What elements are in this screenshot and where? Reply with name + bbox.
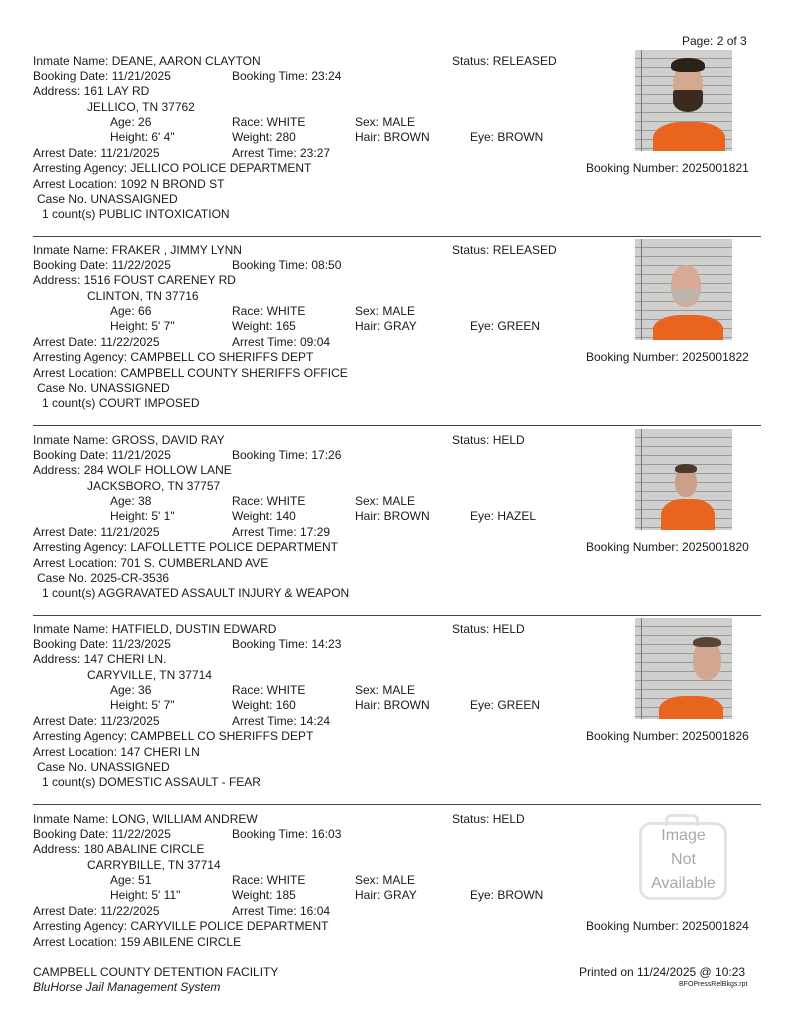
height: Height: 5' 1" [110, 509, 175, 523]
arrest-date: Arrest Date: 11/22/2025 [33, 904, 160, 918]
arrest-date: Arrest Date: 11/22/2025 [33, 335, 160, 349]
charge: 1 count(s) AGGRAVATED ASSAULT INJURY & WEAPON [42, 586, 350, 600]
status: Status: HELD [452, 433, 525, 447]
case-number: Case No. UNASSIGNED [37, 760, 170, 774]
arresting-agency: Arresting Agency: LAFOLLETTE POLICE DEPARTMENT [33, 540, 338, 554]
race: Race: WHITE [232, 494, 306, 508]
address-line: Address: 161 LAY RD [33, 84, 150, 98]
race: Race: WHITE [232, 873, 306, 887]
arrest-location: Arrest Location: 701 S. CUMBERLAND AVE [33, 556, 269, 570]
hair: Hair: BROWN [355, 698, 430, 712]
booking-number: Booking Number: 2025001826 [586, 729, 749, 743]
arrest-date: Arrest Date: 11/21/2025 [33, 146, 160, 160]
record-divider [33, 804, 761, 805]
arresting-agency: Arresting Agency: CAMPBELL CO SHERIFFS DEPT [33, 350, 314, 364]
sex: Sex: MALE [355, 494, 416, 508]
arrest-date: Arrest Date: 11/23/2025 [33, 714, 160, 728]
status: Status: HELD [452, 812, 525, 826]
booking-time: Booking Time: 16:03 [232, 827, 342, 841]
age: Age: 26 [110, 115, 152, 129]
weight: Weight: 140 [232, 509, 296, 523]
sex: Sex: MALE [355, 683, 416, 697]
case-number: Case No. 2025-CR-3536 [37, 571, 170, 585]
inmate-name: Inmate Name: HATFIELD, DUSTIN EDWARD [33, 622, 277, 636]
race: Race: WHITE [232, 304, 306, 318]
status: Status: RELEASED [452, 54, 557, 68]
booking-number: Booking Number: 2025001820 [586, 540, 749, 554]
booking-number: Booking Number: 2025001821 [586, 161, 749, 175]
mugshot-photo [635, 429, 732, 530]
height: Height: 5' 11" [110, 888, 181, 902]
arrest-date: Arrest Date: 11/21/2025 [33, 525, 160, 539]
hair: Hair: BROWN [355, 509, 430, 523]
no-image-text: Image [661, 827, 706, 844]
inmate-name: Inmate Name: LONG, WILLIAM ANDREW [33, 812, 258, 826]
hair: Hair: GRAY [355, 888, 417, 902]
race: Race: WHITE [232, 683, 306, 697]
charge: 1 count(s) COURT IMPOSED [42, 396, 200, 410]
record-divider [33, 615, 761, 616]
inmate-record [33, 433, 761, 623]
page-number: Page: 2 of 3 [682, 34, 747, 48]
booking-date: Booking Date: 11/22/2025 [33, 258, 171, 272]
inmate-record [33, 54, 761, 244]
system-name: BluHorse Jail Management System [33, 980, 221, 994]
sex: Sex: MALE [355, 873, 416, 887]
inmate-record [33, 622, 761, 812]
weight: Weight: 160 [232, 698, 296, 712]
address-line: Address: 1516 FOUST CARENEY RD [33, 273, 236, 287]
arrest-location: Arrest Location: 1092 N BROND ST [33, 177, 225, 191]
eye: Eye: BROWN [470, 888, 544, 902]
sex: Sex: MALE [355, 115, 416, 129]
height: Height: 5' 7" [110, 319, 175, 333]
mugshot-photo [635, 618, 732, 719]
booking-date: Booking Date: 11/23/2025 [33, 637, 171, 651]
record-divider [33, 236, 761, 237]
image-not-available-placeholder [635, 808, 732, 909]
inmate-record [33, 812, 761, 952]
weight: Weight: 185 [232, 888, 296, 902]
address-line: Address: 147 CHERI LN. [33, 652, 167, 666]
status: Status: HELD [452, 622, 525, 636]
booking-number: Booking Number: 2025001822 [586, 350, 749, 364]
arrest-location: Arrest Location: CAMPBELL COUNTY SHERIFFS OFFICE [33, 366, 348, 380]
mugshot-photo [635, 50, 732, 151]
height: Height: 6' 4" [110, 130, 175, 144]
booking-time: Booking Time: 14:23 [232, 637, 342, 651]
booking-time: Booking Time: 17:26 [232, 448, 342, 462]
booking-number: Booking Number: 2025001824 [586, 919, 749, 933]
address-line: Address: 284 WOLF HOLLOW LANE [33, 463, 232, 477]
case-number: Case No. UNASSIGNED [37, 381, 170, 395]
age: Age: 36 [110, 683, 152, 697]
inmate-name: Inmate Name: FRAKER , JIMMY LYNN [33, 243, 242, 257]
no-image-text: Available [651, 875, 716, 892]
inmate-record [33, 243, 761, 433]
charge: 1 count(s) PUBLIC INTOXICATION [42, 207, 230, 221]
age: Age: 38 [110, 494, 152, 508]
eye: Eye: BROWN [470, 130, 544, 144]
arresting-agency: Arresting Agency: CAMPBELL CO SHERIFFS DEPT [33, 729, 314, 743]
arresting-agency: Arresting Agency: JELLICO POLICE DEPARTMENT [33, 161, 312, 175]
eye: Eye: HAZEL [470, 509, 537, 523]
inmate-name: Inmate Name: GROSS, DAVID RAY [33, 433, 225, 447]
arrest-time: Arrest Time: 14:24 [232, 714, 331, 728]
age: Age: 51 [110, 873, 152, 887]
record-divider [33, 425, 761, 426]
report-filename: BFOPressRelBkgs.rpt [679, 981, 748, 988]
weight: Weight: 280 [232, 130, 296, 144]
booking-time: Booking Time: 23:24 [232, 69, 342, 83]
booking-time: Booking Time: 08:50 [232, 258, 342, 272]
booking-date: Booking Date: 11/22/2025 [33, 827, 171, 841]
case-number: Case No. UNASSAIGNED [37, 192, 178, 206]
printed-timestamp: Printed on 11/24/2025 @ 10:23 [579, 965, 746, 979]
weight: Weight: 165 [232, 319, 296, 333]
booking-date: Booking Date: 11/21/2025 [33, 448, 171, 462]
arrest-location: Arrest Location: 159 ABILENE CIRCLE [33, 935, 242, 949]
address-city: JACKSBORO, TN 37757 [87, 479, 221, 493]
address-line: Address: 180 ABALINE CIRCLE [33, 842, 205, 856]
arrest-time: Arrest Time: 23:27 [232, 146, 331, 160]
arresting-agency: Arresting Agency: CARYVILLE POLICE DEPARTMENT [33, 919, 329, 933]
arrest-time: Arrest Time: 16:04 [232, 904, 331, 918]
age: Age: 66 [110, 304, 152, 318]
height: Height: 5' 7" [110, 698, 175, 712]
address-city: CLINTON, TN 37716 [87, 289, 199, 303]
status: Status: RELEASED [452, 243, 557, 257]
booking-date: Booking Date: 11/21/2025 [33, 69, 171, 83]
address-city: CARRYBILLE, TN 37714 [87, 858, 221, 872]
inmate-name: Inmate Name: DEANE, AARON CLAYTON [33, 54, 261, 68]
address-city: CARYVILLE, TN 37714 [87, 668, 212, 682]
mugshot-photo [635, 239, 732, 340]
arrest-time: Arrest Time: 17:29 [232, 525, 331, 539]
arrest-location: Arrest Location: 147 CHERI LN [33, 745, 200, 759]
eye: Eye: GREEN [470, 319, 541, 333]
charge: 1 count(s) DOMESTIC ASSAULT - FEAR [42, 775, 261, 789]
address-city: JELLICO, TN 37762 [87, 100, 195, 114]
eye: Eye: GREEN [470, 698, 541, 712]
hair: Hair: BROWN [355, 130, 430, 144]
hair: Hair: GRAY [355, 319, 417, 333]
sex: Sex: MALE [355, 304, 416, 318]
facility-name: CAMPBELL COUNTY DETENTION FACILITY [33, 965, 279, 979]
no-image-text: Not [671, 851, 696, 868]
arrest-time: Arrest Time: 09:04 [232, 335, 331, 349]
race: Race: WHITE [232, 115, 306, 129]
